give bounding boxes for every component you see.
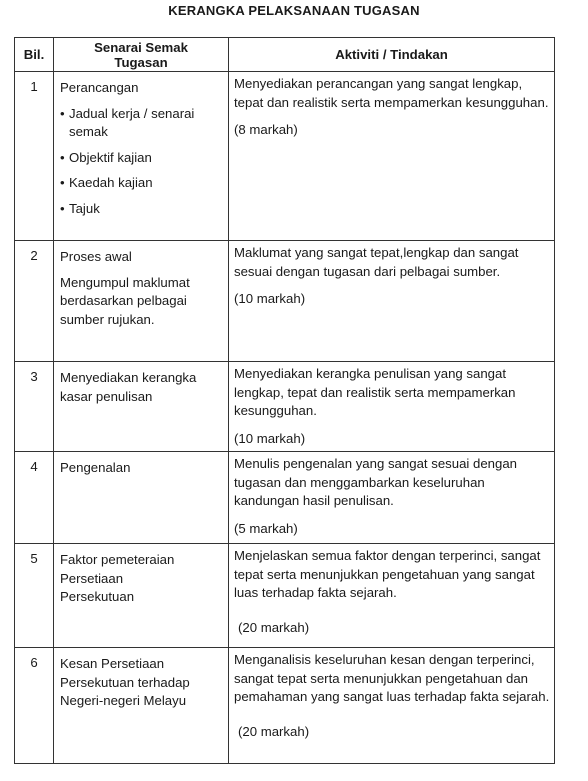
row-number: 2: [15, 241, 54, 362]
activity-cell: [229, 452, 555, 544]
table-row: [15, 362, 555, 452]
row-number: 3: [15, 362, 54, 452]
marks-text: (10 markah): [234, 291, 306, 306]
task-title: Kesan Persetiaan Persekutuan terhadap Negeri-negeri Melayu: [60, 656, 190, 708]
task-cell: [54, 72, 229, 241]
task-title: Perancangan: [60, 80, 139, 95]
task-bullet: • Jadual kerja / senarai semak: [60, 105, 224, 142]
row-number: 1: [15, 72, 54, 241]
task-title: Pengenalan: [60, 460, 131, 475]
marks-text: (10 markah): [234, 430, 306, 446]
table-row: [15, 648, 555, 764]
row-number: 6: [15, 648, 54, 764]
header-senarai-line1: Senarai Semak: [94, 39, 188, 55]
activity-cell: [229, 362, 555, 452]
row-number: 5: [15, 544, 54, 648]
header-aktiviti: Aktiviti / Tindakan: [229, 38, 555, 72]
header-senarai: [54, 38, 229, 72]
task-bullet: • Kaedah kajian: [60, 174, 224, 193]
activity-text: Menganalisis keseluruhan kesan dengan terperinci, sangat tepat serta menunjukkan pengetahuan dan pemahaman yang sangat luas terhadap fakta sejarah.: [234, 652, 550, 704]
task-cell: [54, 452, 229, 544]
activity-cell: [229, 241, 555, 362]
table-row: [15, 452, 555, 544]
task-cell: [54, 648, 229, 764]
task-bullet-list: [60, 105, 224, 219]
activity-cell: [229, 72, 555, 241]
task-bullet: • Tajuk: [60, 200, 224, 219]
activity-text: Maklumat yang sangat tepat,lengkap dan sangat sesuai dengan tugasan dari pelbagai sumber.: [234, 245, 519, 279]
marks-text: (8 markah): [234, 122, 298, 137]
activity-text: Menulis pengenalan yang sangat sesuai dengan tugasan dan menggambarkan keseluruhan kandungan hasil penulisan.: [234, 456, 518, 508]
task-title: Proses awal: [60, 249, 132, 264]
table-row: [15, 544, 555, 648]
activity-cell: [229, 544, 555, 648]
table-row: [15, 72, 555, 241]
marks-text: (5 markah): [234, 520, 298, 536]
task-extra: Mengumpul maklumat berdasarkan pelbagai sumber rujukan.: [60, 274, 190, 327]
task-title: Faktor pemeteraian Persetiaan Persekutuan: [60, 552, 175, 604]
header-senarai-line2: Tugasan: [114, 54, 168, 70]
task-bullet: • Objektif kajian: [60, 149, 224, 168]
task-cell: [54, 544, 229, 648]
task-framework-table: [14, 37, 555, 764]
page-title: KERANGKA PELAKSANAAN TUGASAN: [168, 3, 420, 18]
task-title: Menyediakan kerangka kasar penulisan: [60, 370, 197, 404]
activity-cell: [229, 648, 555, 764]
marks-text: (20 markah): [238, 619, 310, 635]
task-cell: [54, 362, 229, 452]
marks-text: (20 markah): [238, 723, 310, 739]
header-bil: Bil.: [15, 38, 54, 72]
activity-text: Menjelaskan semua faktor dengan terperinci, sangat tepat serta menunjukkan pengetahuan yang sangat luas terhadap fakta sejarah.: [234, 548, 541, 600]
header-row: [15, 38, 555, 72]
table-row: [15, 241, 555, 362]
activity-text: Menyediakan perancangan yang sangat lengkap, tepat dan realistik serta mempamerkan kesungguhan.: [234, 76, 549, 110]
task-cell: [54, 241, 229, 362]
row-number: 4: [15, 452, 54, 544]
activity-text: Menyediakan kerangka penulisan yang sangat lengkap, tepat dan realistik serta mempamerkan kesungguhan.: [234, 366, 516, 418]
